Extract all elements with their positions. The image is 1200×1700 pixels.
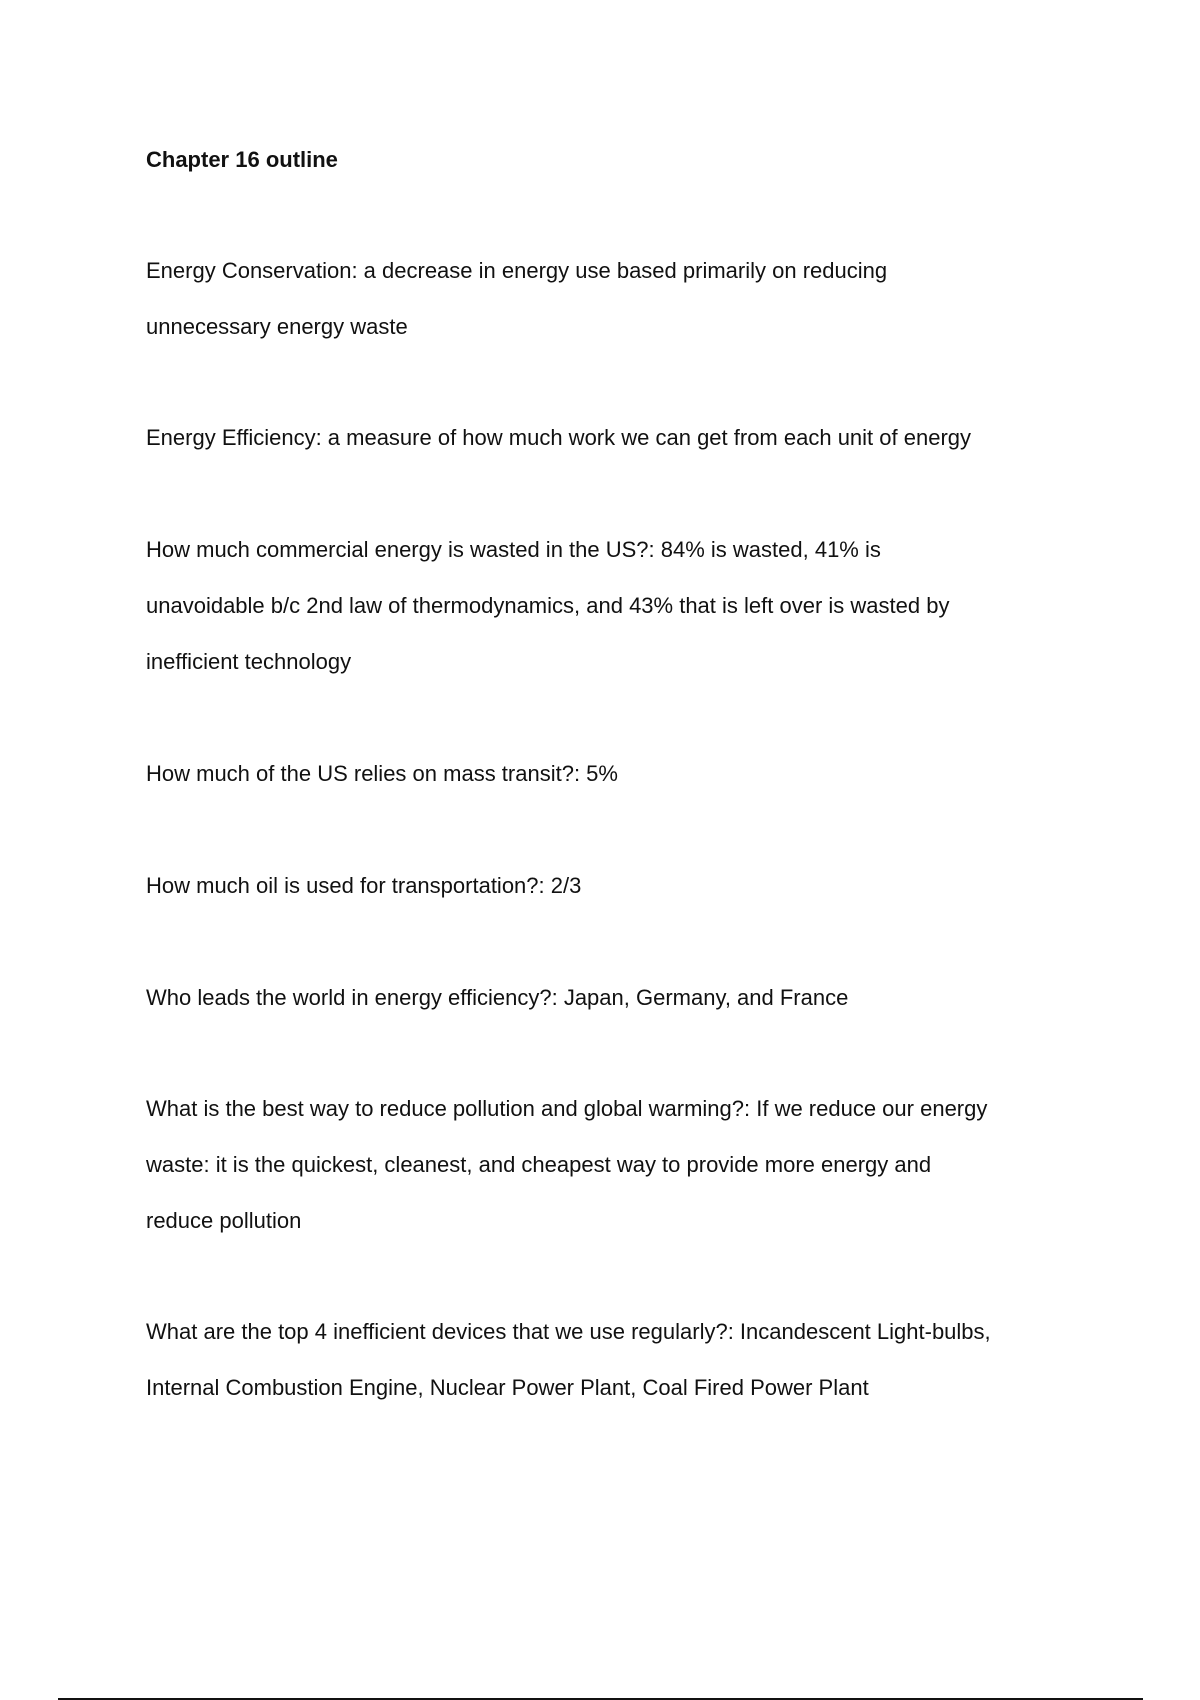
paragraph-line: How much commercial energy is wasted in the US?: 84% is wasted, 41% is [146, 537, 881, 562]
paragraph-inefficient-devices [146, 1318, 991, 1402]
paragraph-reduce-pollution [146, 1095, 987, 1235]
paragraph-line: Energy Conservation: a decrease in energy use based primarily on reducing [146, 258, 888, 283]
paragraph-commercial-energy-wasted [146, 536, 949, 676]
paragraph-oil-transportation [146, 872, 581, 900]
page-title: Chapter 16 outline [146, 147, 338, 172]
paragraph-line: reduce pollution [146, 1208, 302, 1233]
paragraph-line: What are the top 4 inefficient devices that we use regularly?: Incandescent Light-bulbs, [146, 1319, 991, 1344]
paragraph-line: unnecessary energy waste [146, 314, 408, 339]
paragraph-line: waste: it is the quickest, cleanest, and cheapest way to provide more energy and [146, 1152, 932, 1177]
paragraph-line: How much of the US relies on mass transit?: 5% [146, 761, 618, 786]
paragraph-energy-efficiency-leaders [146, 984, 848, 1012]
paragraph-line: unavoidable b/c 2nd law of thermodynamics, and 43% that is left over is wasted by [146, 593, 950, 618]
paragraph-line: What is the best way to reduce pollution and global warming?: If we reduce our energy [146, 1096, 988, 1121]
paragraph-line: Energy Efficiency: a measure of how much work we can get from each unit of energy [146, 425, 971, 450]
paragraph-line: How much oil is used for transportation?: 2/3 [146, 873, 582, 898]
paragraph-line: Internal Combustion Engine, Nuclear Power Plant, Coal Fired Power Plant [146, 1375, 869, 1400]
paragraph-energy-conservation [146, 257, 887, 341]
paragraph-line: Who leads the world in energy efficiency?: Japan, Germany, and France [146, 985, 849, 1010]
paragraph-mass-transit [146, 760, 618, 788]
paragraph-energy-efficiency [146, 424, 971, 452]
paragraph-line: inefficient technology [146, 649, 352, 674]
